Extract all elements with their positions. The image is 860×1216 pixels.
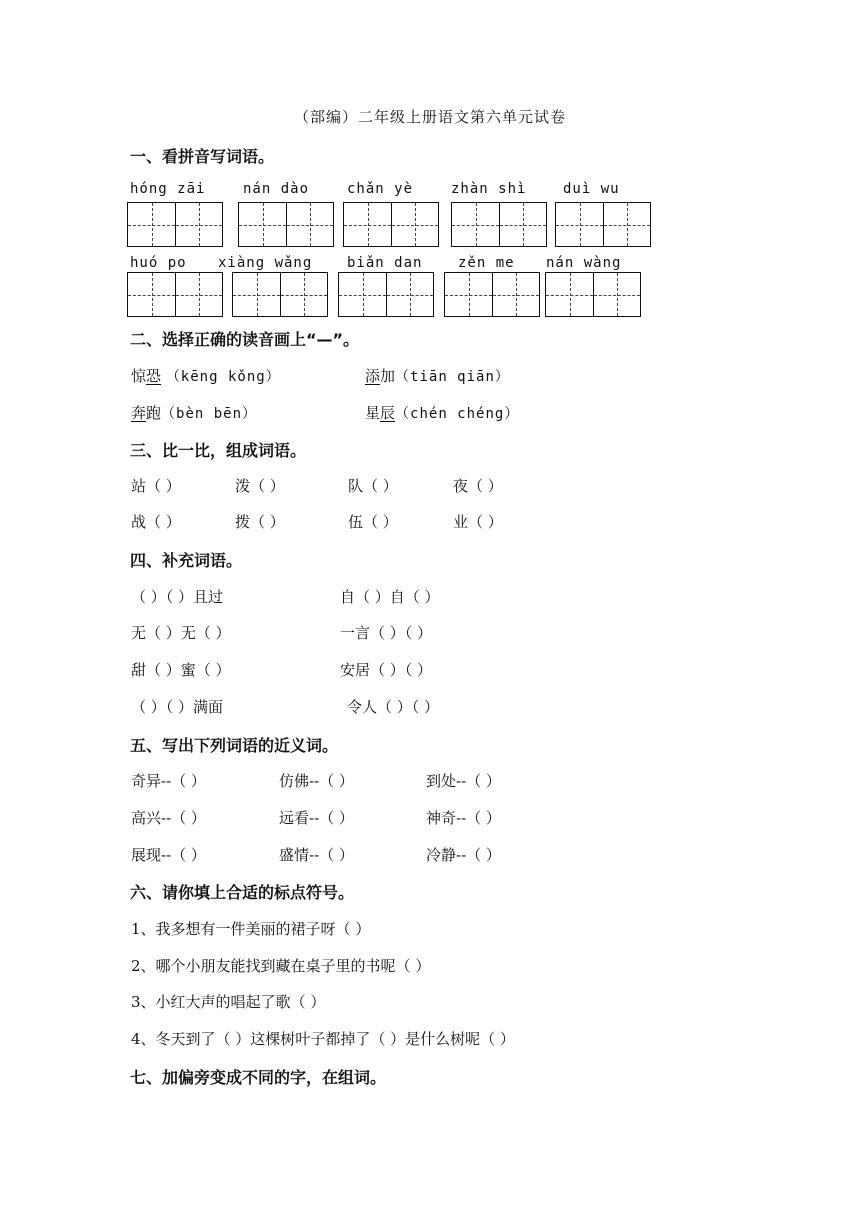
writing-grid[interactable] bbox=[232, 272, 328, 317]
punctuation-item: 2、哪个小朋友能找到藏在桌子里的书呢（ ） bbox=[131, 957, 431, 975]
compare-item: 队（ ） bbox=[348, 477, 398, 495]
idiom-item: 自（ ）自（ ） bbox=[340, 588, 440, 606]
writing-grid[interactable] bbox=[444, 272, 540, 317]
compare-item: 业（ ） bbox=[453, 513, 503, 531]
reading-item-3: 奔跑（bèn bēn） bbox=[131, 404, 258, 422]
underlined-char: 奔 bbox=[131, 404, 147, 422]
idiom-item: 甜（ ）蜜（ ） bbox=[131, 661, 231, 679]
synonym-item: 展现--（ ） bbox=[131, 846, 206, 864]
synonym-item: 高兴--（ ） bbox=[131, 809, 206, 827]
pinyin-9: zěn me bbox=[458, 255, 515, 271]
pinyin-10: nán wàng bbox=[546, 255, 622, 271]
underlined-char: 添 bbox=[365, 367, 381, 385]
pinyin-6: huó po bbox=[130, 255, 187, 271]
section-1-heading: 一、看拼音写词语。 bbox=[130, 147, 275, 166]
writing-grid[interactable] bbox=[451, 202, 547, 247]
writing-grid[interactable] bbox=[127, 272, 223, 317]
compare-item: 站（ ） bbox=[131, 477, 181, 495]
pinyin-4: zhàn shì bbox=[451, 181, 527, 197]
pinyin-5: duì wu bbox=[563, 181, 620, 197]
idiom-item: 安居（ ）（ ） bbox=[340, 661, 433, 679]
pinyin-2: nán dào bbox=[243, 181, 310, 197]
writing-grid[interactable] bbox=[555, 202, 651, 247]
idiom-item: （ ）（ ）满面 bbox=[131, 698, 224, 716]
idiom-item: 一言（ ）（ ） bbox=[340, 624, 433, 642]
punctuation-item: 1、我多想有一件美丽的裙子呀（ ） bbox=[131, 920, 371, 938]
section-6-heading: 六、请你填上合适的标点符号。 bbox=[130, 883, 355, 902]
synonym-item: 奇异--（ ） bbox=[131, 772, 206, 790]
idiom-item: （ ）（ ）且过 bbox=[131, 588, 224, 606]
pinyin-7: xiàng wǎng bbox=[218, 255, 313, 271]
pinyin-1: hóng zāi bbox=[130, 181, 206, 197]
compare-item: 拨（ ） bbox=[235, 513, 285, 531]
section-2-heading: 二、选择正确的读音画上“—”。 bbox=[130, 330, 360, 349]
compare-item: 伍（ ） bbox=[348, 513, 398, 531]
writing-grid[interactable] bbox=[545, 272, 641, 317]
synonym-item: 冷静--（ ） bbox=[426, 846, 501, 864]
reading-item-4: 星辰（chén chéng） bbox=[365, 404, 520, 422]
section-3-heading: 三、比一比，组成词语。 bbox=[130, 441, 307, 460]
synonym-item: 盛情--（ ） bbox=[279, 846, 354, 864]
underlined-char: 恐 bbox=[146, 367, 162, 385]
synonym-item: 神奇--（ ） bbox=[426, 809, 501, 827]
synonym-item: 到处--（ ） bbox=[426, 772, 501, 790]
section-5-heading: 五、写出下列词语的近义词。 bbox=[130, 736, 339, 755]
pinyin-3: chǎn yè bbox=[347, 181, 414, 197]
pinyin-8: biǎn dan bbox=[347, 255, 423, 271]
compare-item: 夜（ ） bbox=[453, 477, 503, 495]
punctuation-item: 4、冬天到了（ ）这棵树叶子都掉了（ ）是什么树呢（ ） bbox=[131, 1030, 515, 1048]
synonym-item: 仿佛--（ ） bbox=[279, 772, 354, 790]
underlined-char: 辰 bbox=[380, 404, 396, 422]
section-4-heading: 四、补充词语。 bbox=[130, 551, 243, 570]
compare-item: 泼（ ） bbox=[235, 477, 285, 495]
section-7-heading: 七、加偏旁变成不同的字，在组词。 bbox=[130, 1068, 387, 1087]
idiom-item: 令人（ ）（ ） bbox=[347, 698, 440, 716]
writing-grid[interactable] bbox=[238, 202, 334, 247]
punctuation-item: 3、小红大声的唱起了歌（ ） bbox=[131, 993, 326, 1011]
reading-item-2: 添加（tiān qiān） bbox=[365, 367, 510, 385]
writing-grid[interactable] bbox=[343, 202, 439, 247]
synonym-item: 远看--（ ） bbox=[279, 809, 354, 827]
writing-grid[interactable] bbox=[127, 202, 223, 247]
writing-grid[interactable] bbox=[338, 272, 434, 317]
idiom-item: 无（ ）无（ ） bbox=[131, 624, 231, 642]
reading-item-1: 惊恐 （kēng kǒng） bbox=[131, 367, 281, 385]
page-title: （部编）二年级上册语文第六单元试卷 bbox=[294, 108, 567, 126]
compare-item: 战（ ） bbox=[131, 513, 181, 531]
